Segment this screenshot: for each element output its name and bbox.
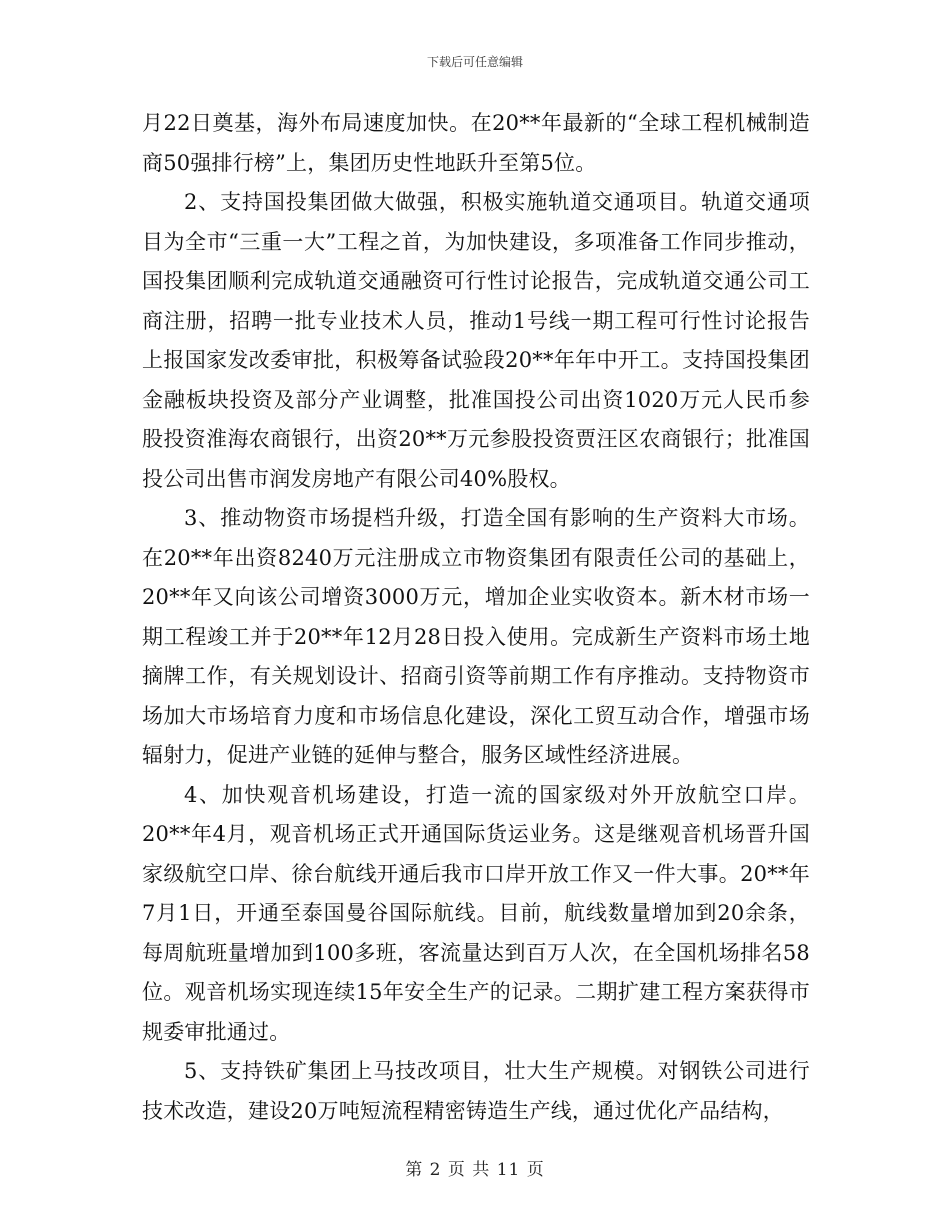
paragraph-item-2: 2、支持国投集团做大做强，积极实施轨道交通项目。轨道交通项目为全市“三重一大”工程之首，为加快建设，多项准备工作同步推动，国投集团顺利完成轨道交通融资可行性讨论报告，完成轨道交通公司工商注册，招聘一批专业技术人员，推动1号线一期工程可行性讨论报告上报国家发改委审批，积极筹备试验段20**年年中开工。支持国投集团金融板块投资及部分产业调整，批准国投公司出资1020万元人民币参股投资淮海农商银行，出资20**万元参股投资贾汪区农商银行；批准国投公司出售市润发房地产有限公司40%股权。 <box>142 190 810 491</box>
document-body <box>142 104 810 1131</box>
paragraph-item-3: 3、推动物资市场提档升级，打造全国有影响的生产资料大市场。在20**年出资8240万元注册成立市物资集团有限责任公司的基础上，20**年又向该公司增资3000万元，增加企业实收资本。新木材市场一期工程竣工并于20**年12月28日投入使用。完成新生产资料市场土地摘牌工作，有关规划设计、招商引资等前期工作有序推动。支持物资市场加大市场培育力度和市场信息化建设，深化工贸互动合作，增强市场辐射力，促进产业链的延伸与整合，服务区域性经济进展。 <box>142 506 810 767</box>
page-header: 下载后可任意编辑 <box>426 55 523 69</box>
paragraph-item-4: 4、加快观音机场建设，打造一流的国家级对外开放航空口岸。20**年4月，观音机场正式开通国际货运业务。这是继观音机场晋升国家级航空口岸、徐台航线开通后我市口岸开放工作又一件大事。20**年7月1日，开通至泰国曼谷国际航线。目前，航线数量增加到20余条，每周航班量增加到100多班，客流量达到百万人次，在全国机场排名58位。观音机场实现连续15年安全生产的记录。二期扩建工程方案获得市规委审批通过。 <box>142 782 810 1044</box>
page-number: 第 2 页 共 11 页 <box>405 1160 545 1180</box>
paragraph-continued: 月22日奠基，海外布局速度加快。在20**年最新的“全球工程机械制造商50强排行榜”上，集团历史性地跃升至第5位。 <box>142 111 810 175</box>
paragraph-item-5: 5、支持铁矿集团上马技改项目，壮大生产规模。对钢铁公司进行技术改造，建设20万吨短流程精密铸造生产线，通过优化产品结构， <box>142 1059 810 1123</box>
